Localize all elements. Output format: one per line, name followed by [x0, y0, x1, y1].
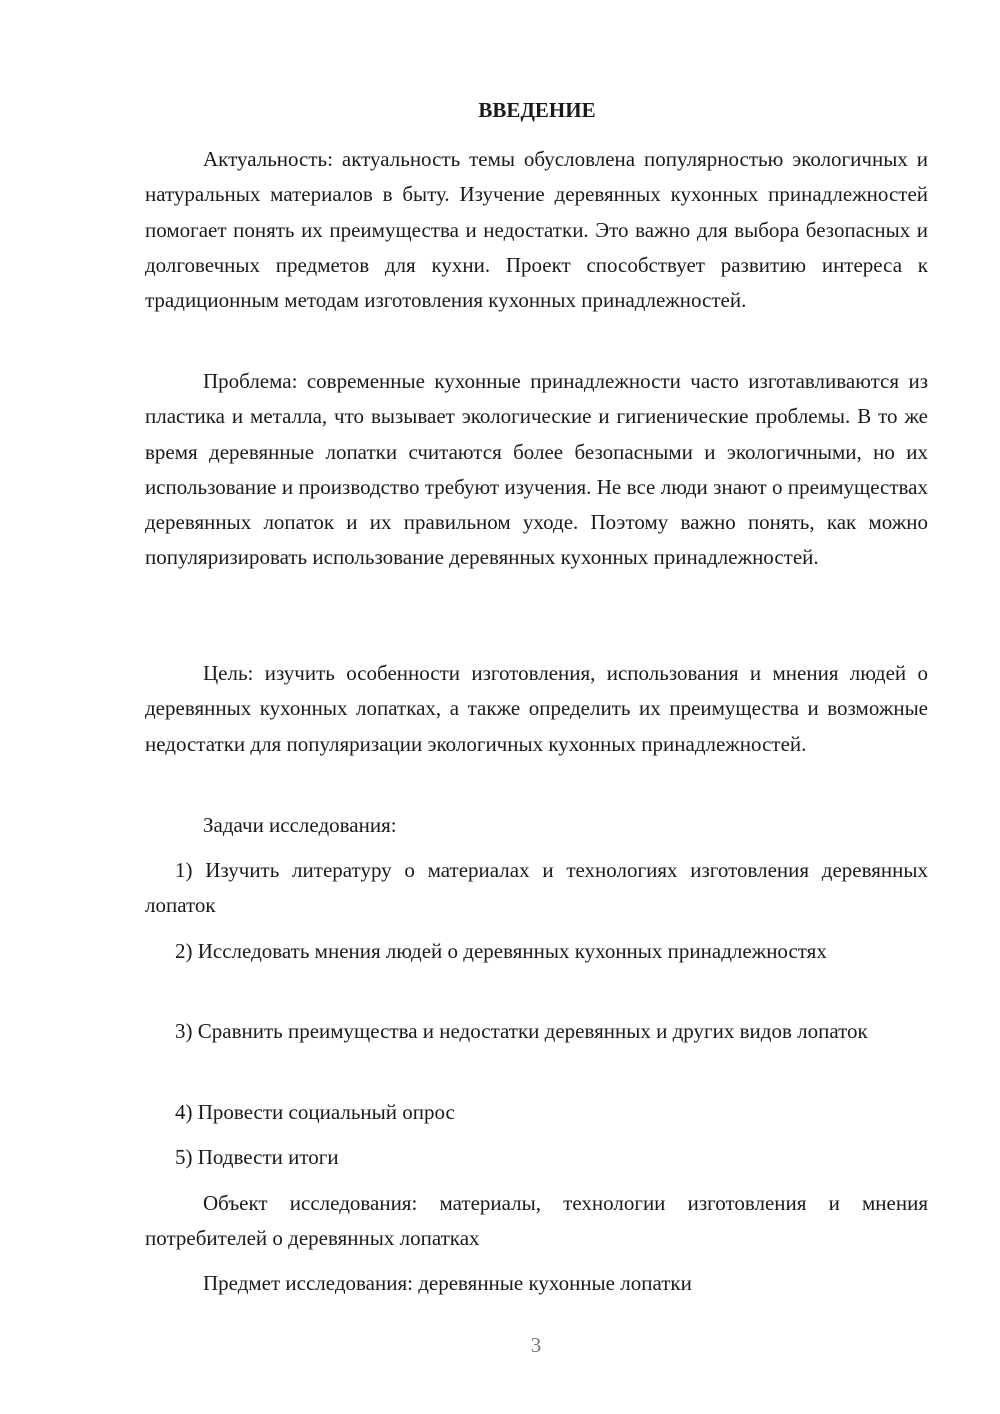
paragraph-relevance: Актуальность: актуальность темы обусловлена популярностью экологичных и натуральных материалов в быту. Изучение деревянных кухонных принадлежностей помогает понять их преимущества и недостатки. Это важно для выбора безопасных и долговечных предметов для кухни. Проект способствует развитию интереса к традиционным методам изготовления кухонных принадлежностей. — [145, 147, 928, 313]
task-item-4: 4) Провести социальный опрос — [175, 1100, 455, 1124]
task-item-2: 2) Исследовать мнения людей о деревянных кухонных принадлежностях — [175, 939, 827, 963]
page-number: 3 — [530, 1333, 542, 1357]
paragraph-problem: Проблема: современные кухонные принадлежности часто изготавливаются из пластика и металла, что вызывает экологические и гигиенические проблемы. В то же время деревянные лопатки считаются более безопасными и экологичными, но их использование и производство требуют изучения. Не все люди знают о преимуществах деревянных лопаток и их правильном уходе. Поэтому важно понять, как можно популяризировать использование деревянных кухонных принадлежностей. — [145, 369, 928, 570]
paragraph-goal: Цель: изучить особенности изготовления, использования и мнения людей о деревянных кухонных лопатках, а также определить их преимущества и возможные недостатки для популяризации экологичных кухонных принадлежностей. — [145, 661, 928, 756]
paragraph-subject: Предмет исследования: деревянные кухонные лопатки — [203, 1271, 692, 1295]
paragraph-object: Объект исследования: материалы, технологии изготовления и мнения потребителей о деревянных лопатках — [145, 1191, 928, 1251]
task-item-3: 3) Сравнить преимущества и недостатки деревянных и других видов лопаток — [175, 1019, 868, 1043]
page-title: ВВЕДЕНИЕ — [478, 98, 596, 122]
task-item-1: 1) Изучить литературу о материалах и технологиях изготовления деревянных лопаток — [145, 858, 928, 918]
tasks-title: Задачи исследования: — [203, 813, 397, 837]
task-item-5: 5) Подвести итоги — [175, 1145, 339, 1169]
